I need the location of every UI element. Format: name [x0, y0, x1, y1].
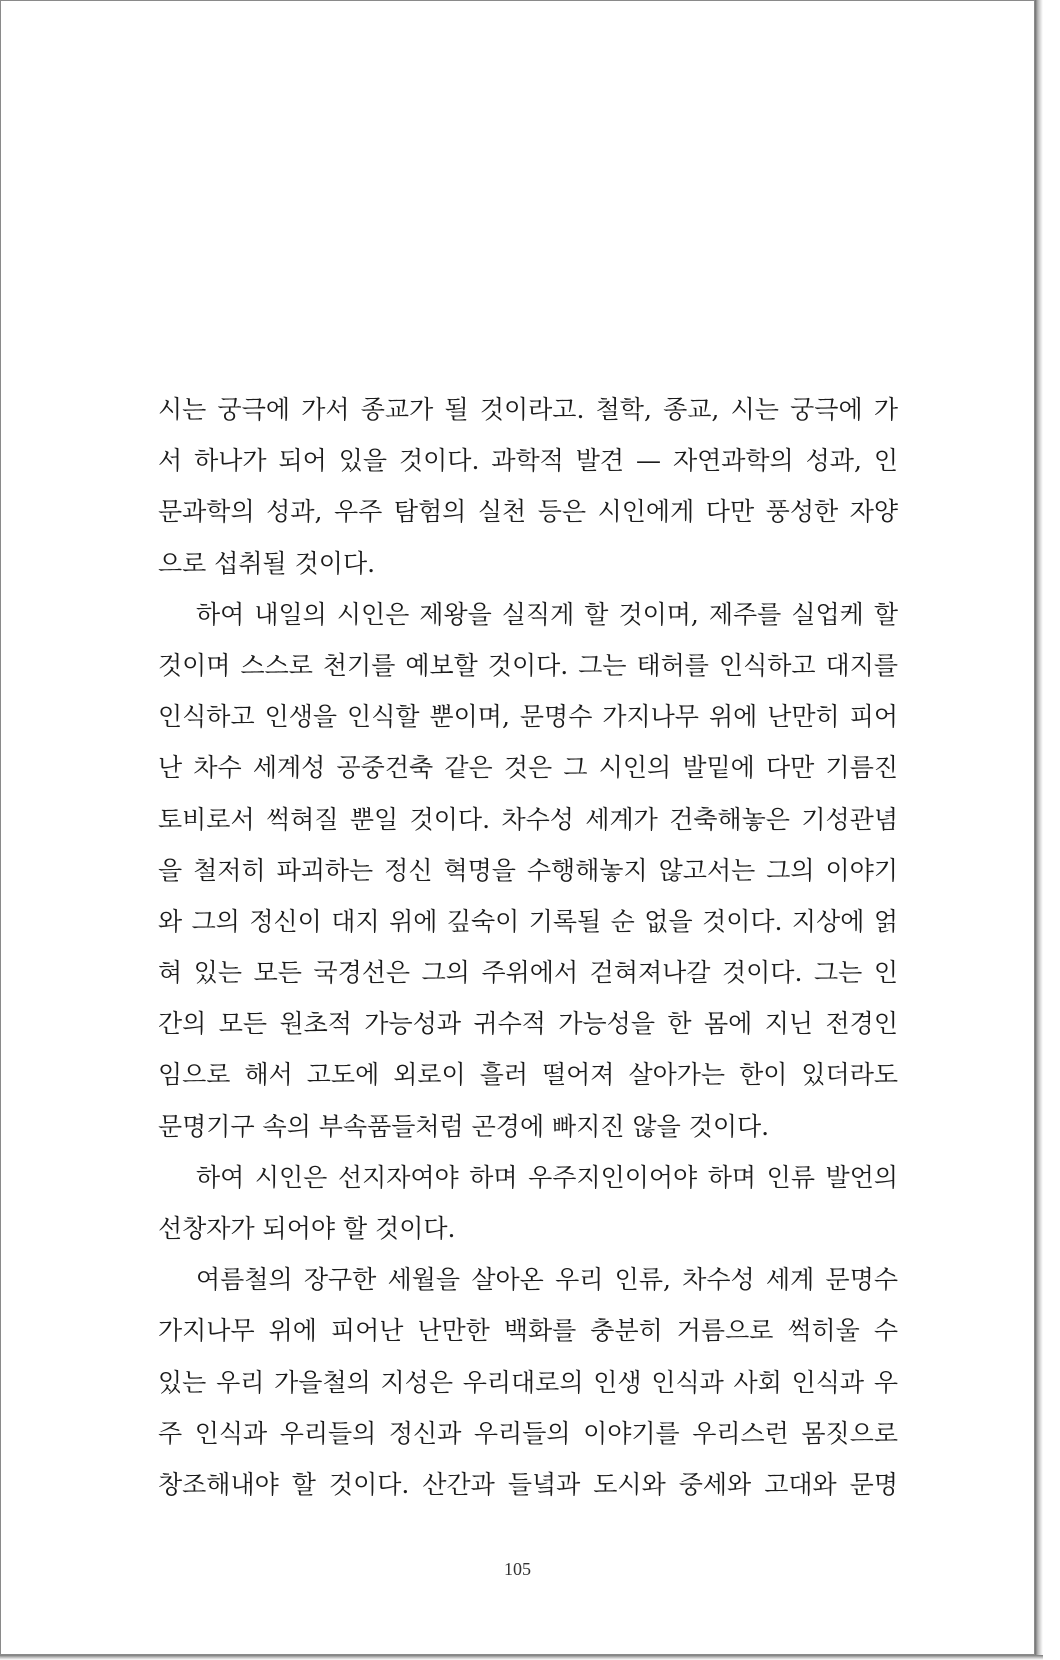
text-line: 선창자가 되어야 할 것이다.: [158, 1214, 456, 1243]
text-line: 간의 모든 원초적 가능성과 귀수적 가능성을 한 몸에 지닌 전경인: [158, 1009, 898, 1039]
page-number: 105: [504, 1559, 531, 1579]
text-line: 임으로 해서 고도에 외로이 흘러 떨어져 살아가는 한이 있더라도: [158, 1060, 898, 1090]
text-line: 시는 궁극에 가서 종교가 될 것이라고. 철학, 종교, 시는 궁극에 가: [158, 395, 898, 424]
text-line: 와 그의 정신이 대지 위에 깊숙이 기록될 순 없을 것이다. 지상에 얽: [158, 906, 898, 936]
text-line: 하여 내일의 시인은 제왕을 실직게 할 것이며, 제주를 실업케 할: [196, 599, 898, 629]
text-line: 토비로서 썩혀질 뿐일 것이다. 차수성 세계가 건축해놓은 기성관념: [158, 804, 898, 834]
text-line: 창조해내야 할 것이다. 산간과 들녘과 도시와 중세와 고대와 문명: [158, 1469, 898, 1499]
text-line: 난 차수 세계성 공중건축 같은 것은 그 시인의 발밑에 다만 기름진: [158, 753, 898, 783]
text-line: 혀 있는 모든 국경선은 그의 주위에서 걷혀져나갈 것이다. 그는 인: [158, 958, 898, 988]
text-line: 인식하고 인생을 인식할 뿐이며, 문명수 가지나무 위에 난만히 피어: [158, 702, 898, 732]
text-line: 서 하나가 되어 있을 것이다. 과학적 발견 — 자연과학의 성과, 인: [158, 446, 898, 476]
paragraph: [158, 1254, 898, 1510]
text-line: 것이며 스스로 천기를 예보할 것이다. 그는 태허를 인식하고 대지를: [158, 650, 898, 680]
text-line: 여름철의 장구한 세월을 살아온 우리 인류, 차수성 세계 문명수: [196, 1265, 898, 1295]
body-text: [158, 384, 898, 1510]
paragraph: [158, 384, 898, 589]
page-edge-shadow-right: [1035, 0, 1043, 1660]
text-line: 가지나무 위에 피어난 난만한 백화를 충분히 거름으로 썩히울 수: [158, 1316, 898, 1346]
text-line: 있는 우리 가을철의 지성은 우리대로의 인생 인식과 사회 인식과 우: [158, 1367, 898, 1397]
text-line: 하여 시인은 선지자여야 하며 우주지인이어야 하며 인류 발언의: [196, 1162, 898, 1192]
paragraph: [158, 589, 898, 1152]
text-line: 문과학의 성과, 우주 탐험의 실천 등은 시인에게 다만 풍성한 자양: [158, 497, 898, 527]
text-line: 으로 섭취될 것이다.: [158, 548, 376, 578]
page-edge-shadow-bottom: [0, 1655, 1043, 1660]
text-line: 을 철저히 파괴하는 정신 혁명을 수행해놓지 않고서는 그의 이야기: [158, 855, 898, 885]
paragraph: [158, 1152, 898, 1254]
text-line: 주 인식과 우리들의 정신과 우리들의 이야기를 우리스런 몸짓으로: [158, 1418, 898, 1448]
text-line: 문명기구 속의 부속품들처럼 곤경에 빠지진 않을 것이다.: [158, 1111, 770, 1141]
